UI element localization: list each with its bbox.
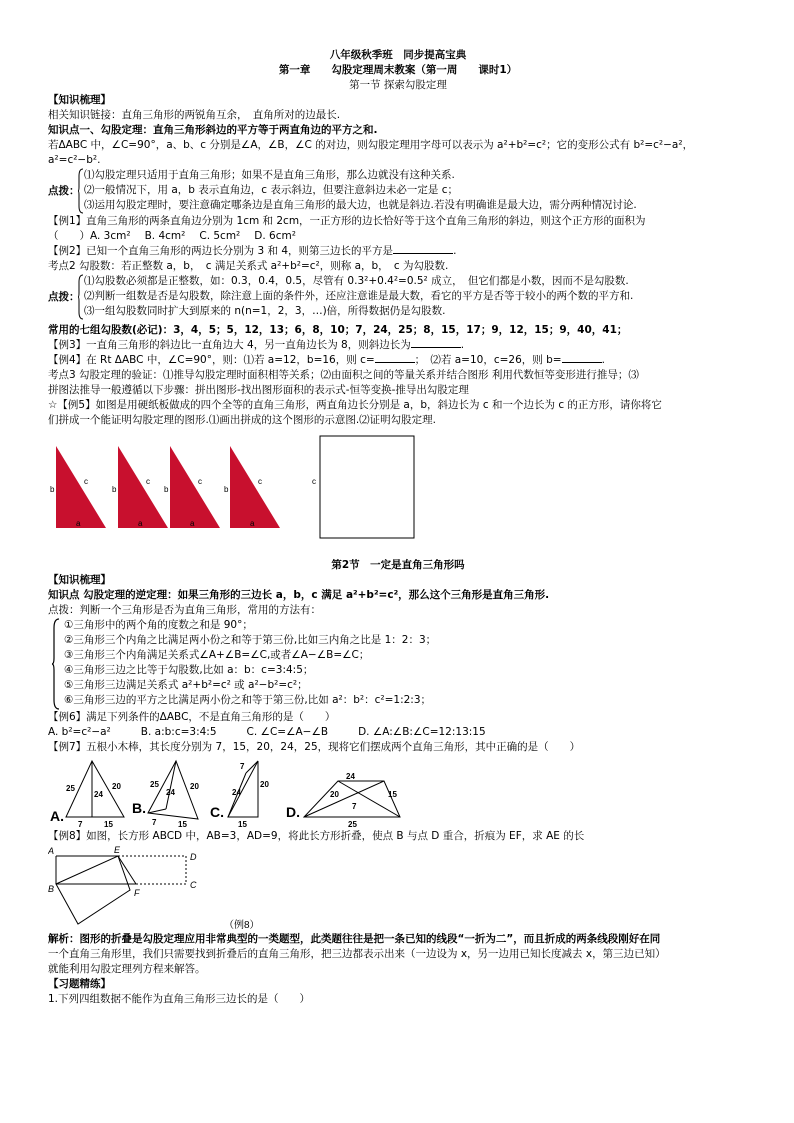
- svg-text:b: b: [164, 485, 169, 494]
- folded-rectangle: [48, 845, 197, 924]
- option: D. 6cm²: [254, 230, 296, 242]
- triangle-2: [112, 446, 168, 528]
- option-d-figure: [286, 772, 400, 829]
- example4: 【例4】在 Rt ΔABC 中，∠C=90°，则：⑴若 a=12，b=16，则 c= ； ⑵若 a=10，c=26，则 b= .: [48, 354, 605, 366]
- method-item: ③三角形三个内角满足关系式∠A+∠B=∠C,或者∠A−∠B=∠C；: [64, 649, 370, 661]
- tip2-item: ⑴勾股数必须都是正整数，如：0.3，0.4，0.5，尽管有 0.3²+0.4²=0.5² 成立， 但它们都是小数，因而不是勾股数.: [84, 275, 629, 287]
- svg-text:7: 7: [240, 762, 245, 771]
- option: C. 5cm²: [199, 230, 241, 242]
- svg-text:15: 15: [238, 820, 247, 829]
- answer-blank: [393, 253, 453, 254]
- option: B. 4cm²: [144, 230, 186, 242]
- example8-figure: [48, 844, 748, 932]
- svg-text:c: c: [84, 477, 88, 486]
- kp1-line2: a²=c²−b².: [48, 154, 101, 166]
- tips1-block: [48, 168, 748, 214]
- section2-title: 第2节 一定是直角三角形吗: [331, 559, 465, 571]
- svg-text:20: 20: [260, 780, 269, 789]
- triangle-3: [164, 446, 220, 528]
- answer-blank: [375, 362, 415, 363]
- svg-text:25: 25: [348, 820, 357, 829]
- practice-tag: 【习题精练】: [48, 978, 111, 990]
- methods-intro: 点拨：判断一个三角形是否为直角三角形，常用的方法有：: [48, 604, 321, 616]
- svg-text:7: 7: [78, 820, 83, 829]
- svg-text:E: E: [114, 845, 121, 855]
- svg-text:b: b: [112, 485, 117, 494]
- doc-title: 八年级秋季班 同步提高宝典: [329, 49, 467, 61]
- kp1-line1: 若ΔABC 中，∠C=90°，a、b、c 分别是∠A，∠B，∠C 的对边，则勾股定理用字母可以表示为 a²+b²=c²；它的变形公式有 b²=c²−a²，: [48, 139, 694, 151]
- chapter-title: 第一章 勾股定理周末教案（第一周 课时1）: [278, 64, 518, 76]
- kp3-line2: 拼图法推导一般遵循以下步骤：拼出图形-找出图形面积的表示式-恒等变换-推导出勾股定理: [48, 384, 469, 396]
- svg-text:24: 24: [232, 788, 241, 797]
- method-item: ④三角形三边之比等于勾股数,比如 a：b：c=3:4:5；: [64, 664, 314, 676]
- tip1-item: ⑶运用勾股定理时，要注意确定哪条边是直角三角形的最大边，也就是斜边.若没有明确谁是最大边，需分两种情况讨论.: [84, 199, 637, 211]
- option-a-figure: [50, 761, 124, 829]
- option-c-figure: [210, 761, 269, 829]
- kp1-title: 知识点一、勾股定理：直角三角形斜边的平方等于两直角边的平方之和.: [48, 124, 378, 136]
- svg-text:24: 24: [346, 772, 355, 781]
- method-item: ②三角形三个内角之比满足两小份之和等于第三份,比如三内角之比是 1：2：3；: [64, 634, 437, 646]
- answer-blank: [562, 362, 602, 363]
- svg-text:20: 20: [330, 790, 339, 799]
- svg-text:20: 20: [190, 782, 199, 791]
- converse-theorem: 知识点 勾股定理的逆定理：如果三角形的三边长 a，b，c 满足 a²+b²=c²，那么这个三角形是直角三角形.: [48, 589, 550, 601]
- svg-text:b: b: [50, 485, 55, 494]
- tip2-item: ⑵判断一组数是否是勾股数，除注意上面的条件外，还应注意谁是最大数，看它的平方是否等于较小的两个数的平方和.: [84, 290, 634, 302]
- example5-line2: 们拼成一个能证明勾股定理的图形.⑴画出拼成的这个图形的示意图.⑵证明勾股定理.: [48, 414, 437, 426]
- svg-text:c: c: [258, 477, 262, 486]
- svg-text:a: a: [190, 519, 195, 528]
- tip1-item: ⑵一般情况下，用 a，b 表示直角边，c 表示斜边，但要注意斜边未必一定是 c；: [84, 184, 458, 196]
- tip1-item: ⑴勾股定理只适用于直角三角形；如果不是直角三角形，那么边就没有这种关系.: [84, 169, 455, 181]
- example1: 【例1】直角三角形的两条直角边分别为 1cm 和 2cm，一正方形的边长恰好等于这个直角三角形的斜边，则这个正方形的面积为: [48, 215, 646, 227]
- option: C. ∠C=∠A−∠B: [246, 726, 329, 738]
- method-item: ⑤三角形三边满足关系式 a²+b²=c² 或 a²−b²=c²；: [64, 679, 308, 691]
- svg-text:24: 24: [166, 788, 175, 797]
- example5-figure: [48, 432, 748, 542]
- example8-caption: （例8）: [224, 920, 260, 931]
- svg-text:15: 15: [178, 820, 187, 829]
- kp3-line1: 考点3 勾股定理的验证：⑴推导勾股定理时面积相等关系；⑵由面积之间的等量关系并结合图形 利用代数恒等变形进行推导；⑶: [48, 369, 639, 381]
- svg-text:C: C: [190, 880, 197, 890]
- example6: 【例6】满足下列条件的ΔABC，不是直角三角形的是（ ）: [48, 711, 336, 723]
- example6-options: [48, 725, 748, 740]
- svg-text:a: a: [250, 519, 255, 528]
- example5-line1: ☆【例5】如图是用硬纸板做成的四个全等的直角三角形，两直角边长分别是 a，b，斜边长为 c 和一个边长为 c 的正方形，请你将它: [48, 399, 662, 411]
- svg-text:c: c: [312, 477, 316, 486]
- svg-text:15: 15: [104, 820, 113, 829]
- svg-text:D.: D.: [286, 804, 300, 820]
- svg-text:7: 7: [352, 802, 357, 811]
- analysis-line1: 解析：图形的折叠是勾股定理应用非常典型的一类题型，此类题往往是把一条已知的线段“一折为二”，而且折成的两条线段刚好在同: [48, 933, 661, 945]
- analysis-line2: 一个直角三角形里，我们只需要找到折叠后的直角三角形，把三边都表示出来（一边设为 x，另一边用已知长度减去 x，第三边已知）: [48, 948, 666, 960]
- brace-icon: [78, 274, 84, 320]
- svg-text:B: B: [48, 884, 55, 894]
- related-knowledge: 相关知识链接：直角三角形的两锐角互余， 直角所对的边最长.: [48, 109, 341, 121]
- kp2: 考点2 勾股数：若正整数 a，b， c 满足关系式 a²+b²=c²，则称 a，b， c 为勾股数.: [48, 260, 449, 272]
- answer-blank: [411, 347, 461, 348]
- tips2-block: [48, 274, 748, 320]
- option: （ ）A. 3cm²: [48, 230, 131, 242]
- option: B. a:b:c=3:4:5: [140, 726, 217, 738]
- example1-options: [48, 229, 748, 244]
- triangle-4: [224, 446, 280, 528]
- example3: 【例3】一直角三角形的斜边比一直角边大 4，另一直角边长为 8，则斜边长为 .: [48, 339, 465, 351]
- practice-q1: 1.下列四组数据不能作为直角三角形三边长的是（ ）: [48, 993, 311, 1005]
- svg-text:25: 25: [150, 780, 159, 789]
- svg-text:c: c: [146, 477, 150, 486]
- svg-text:A.: A.: [50, 808, 64, 824]
- svg-text:24: 24: [94, 790, 103, 799]
- knowledge-tag: 【知识梳理】: [48, 574, 111, 586]
- method-item: ①三角形中的两个角的度数之和是 90°；: [64, 619, 253, 631]
- svg-text:20: 20: [112, 782, 121, 791]
- svg-text:b: b: [224, 485, 229, 494]
- svg-text:a: a: [76, 519, 81, 528]
- option: D. ∠A:∠B:∠C=12:13:15: [358, 726, 486, 738]
- common-triples: 常用的七组勾股数(必记)：3，4，5；5，12，13；6，8，10；7，24，25；8，15，17；9，12，15；9，40，41；: [48, 324, 628, 336]
- knowledge-tag: 【知识梳理】: [48, 94, 111, 106]
- svg-text:F: F: [134, 888, 140, 898]
- method-item: ⑥三角形三边的平方之比满足两小份之和等于第三份,比如 a²：b²：c²=1:2:3；: [64, 694, 432, 706]
- svg-text:7: 7: [152, 818, 157, 827]
- svg-text:A: A: [48, 846, 55, 856]
- example7-figures: [48, 757, 748, 829]
- svg-text:25: 25: [66, 784, 75, 793]
- methods-block: [48, 618, 748, 710]
- brace-icon: [78, 168, 84, 214]
- tip2-item: ⑶一组勾股数同时扩大到原来的 n(n=1，2，3，…)倍，所得数据仍是勾股数.: [84, 305, 446, 317]
- option: A. b²=c²−a²: [48, 726, 111, 738]
- brace-icon: [52, 618, 60, 710]
- svg-text:C.: C.: [210, 804, 224, 820]
- example2: 【例2】已知一个直角三角形的两边长分别为 3 和 4，则第三边长的平方是 .: [48, 245, 457, 257]
- svg-text:15: 15: [388, 790, 397, 799]
- tips1-label: 点拨：: [48, 185, 80, 197]
- svg-text:D: D: [190, 852, 197, 862]
- svg-text:B.: B.: [132, 800, 146, 816]
- svg-text:a: a: [138, 519, 143, 528]
- triangle-1: [50, 446, 106, 528]
- option-b-figure: [132, 761, 199, 829]
- analysis-line3: 就能利用勾股定理列方程来解答。: [48, 963, 206, 975]
- square-c: [312, 436, 414, 538]
- svg-text:c: c: [198, 477, 202, 486]
- section1-title: 第一节 探索勾股定理: [349, 79, 447, 91]
- example8: 【例8】如图，长方形 ABCD 中，AB=3，AD=9，将此长方形折叠，使点 B 与点 D 重合，折痕为 EF，求 AE 的长: [48, 830, 585, 842]
- example7: 【例7】五根小木棒，其长度分别为 7，15，20，24，25，现将它们摆成两个直角三角形，其中正确的是（ ）: [48, 741, 581, 753]
- tips2-label: 点拨：: [48, 291, 80, 303]
- document-page: [48, 48, 748, 1007]
